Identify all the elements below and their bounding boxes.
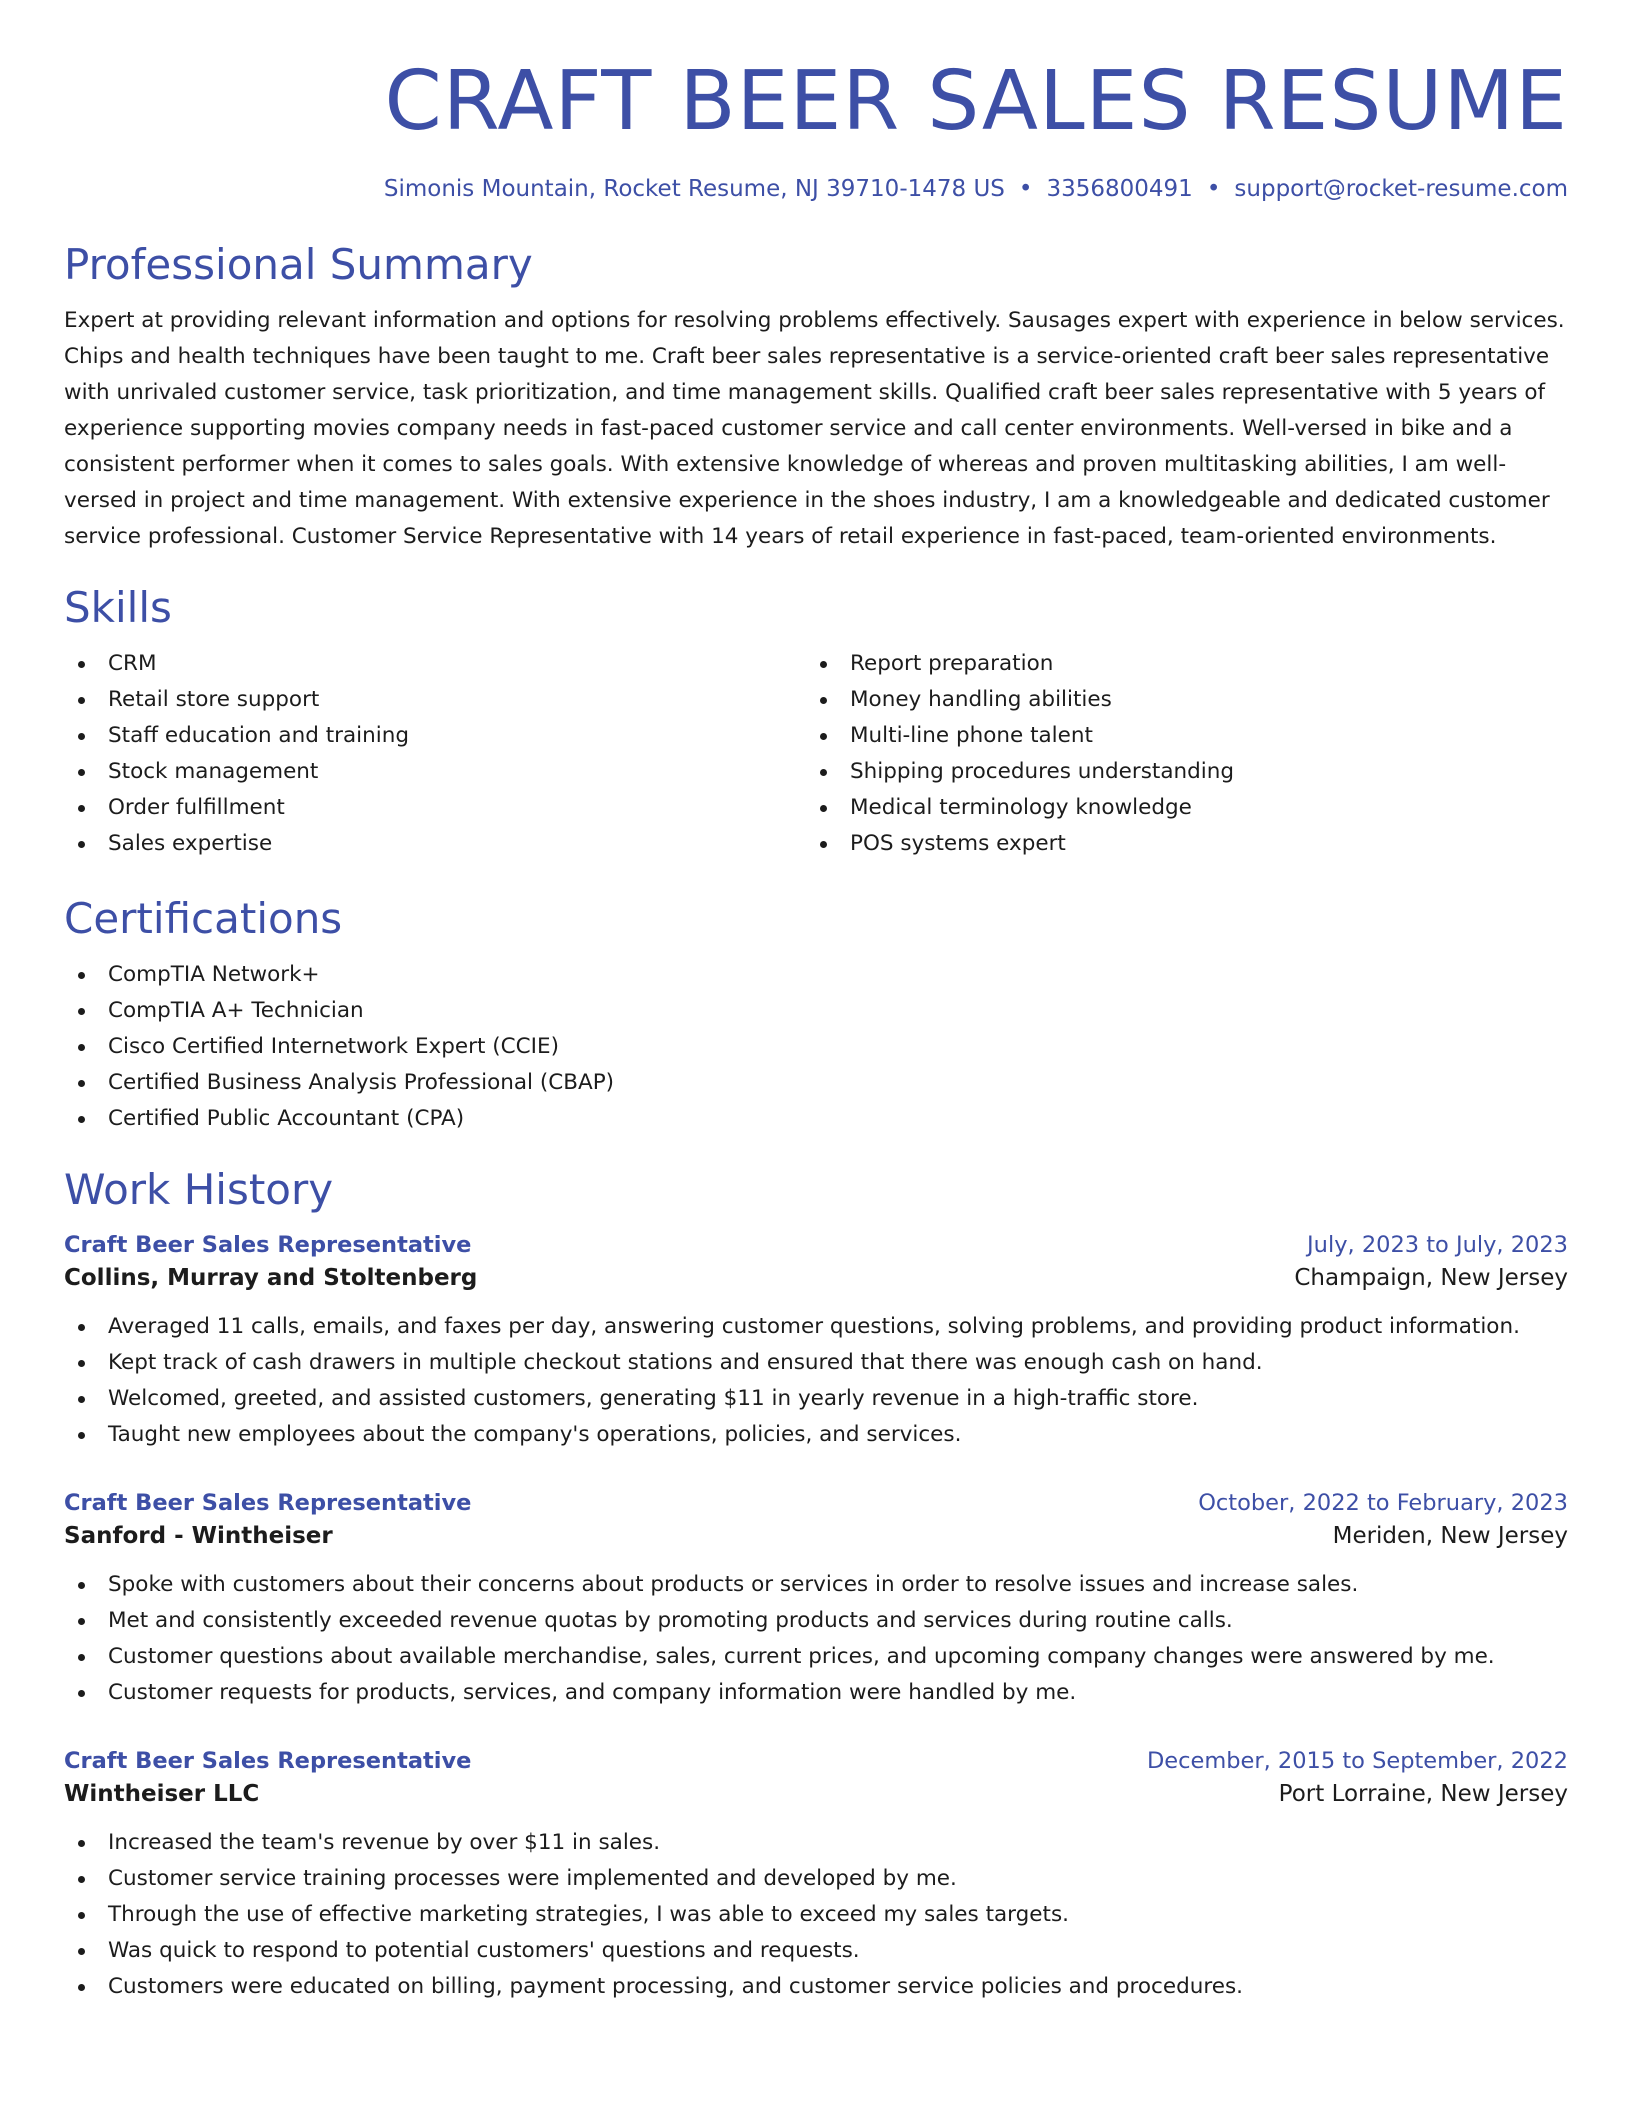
certification-item: [64, 957, 1568, 993]
contact-address: Simonis Mountain, Rocket Resume, NJ 39710-1478 US: [383, 176, 1005, 202]
bullet-icon: [820, 697, 827, 704]
resume-title: CRAFT BEER SALES RESUME: [384, 54, 1568, 149]
certifications-heading: Certifications: [64, 894, 343, 943]
duty-item: [64, 1381, 1568, 1417]
duty-item: [64, 1603, 1568, 1639]
contact-separator: •: [1018, 176, 1033, 202]
certification-item: [64, 1029, 1568, 1065]
contact-phone: 3356800491: [1046, 176, 1193, 202]
duty-text: Increased the team's revenue by over $11 in sales.: [108, 1830, 661, 1855]
job-entry: [64, 1745, 1568, 2005]
skill-item: [64, 646, 806, 682]
duty-text: Kept track of cash drawers in multiple checkout stations and ensured that there was enough cash on hand.: [108, 1350, 1263, 1375]
bullet-icon: [78, 805, 85, 812]
duty-item: [64, 1861, 1568, 1897]
certification-label: CompTIA Network+: [108, 962, 320, 987]
resume-page: [64, 0, 1568, 2005]
duty-text: Welcomed, greeted, and assisted customers, generating $11 in yearly revenue in a high-traffic store.: [108, 1386, 1199, 1411]
job-role: Craft Beer Sales Representative: [64, 1490, 472, 1516]
bullet-icon: [820, 805, 827, 812]
duty-item: [64, 1639, 1568, 1675]
bullet-icon: [78, 1984, 85, 1991]
skill-label: CRM: [108, 651, 157, 676]
job-company: Sanford - Wintheiser: [64, 1523, 333, 1549]
skill-item: [806, 682, 1548, 718]
job-header-row: [64, 1229, 1568, 1261]
job-location: Port Lorraine, New Jersey: [1278, 1781, 1568, 1807]
job-company: Collins, Murray and Stoltenberg: [64, 1265, 478, 1291]
skill-label: Money handling abilities: [850, 687, 1112, 712]
skill-label: Sales expertise: [108, 831, 273, 856]
certification-item: [64, 1065, 1568, 1101]
job-dates: July, 2023 to July, 2023: [1307, 1232, 1568, 1258]
bullet-icon: [820, 661, 827, 668]
bullet-icon: [78, 1912, 85, 1919]
skill-label: Multi-line phone talent: [850, 723, 1093, 748]
bullet-icon: [78, 1654, 85, 1661]
duty-item: [64, 1345, 1568, 1381]
certification-label: Certified Business Analysis Professional (CBAP): [108, 1070, 615, 1095]
duty-text: Taught new employees about the company's operations, policies, and services.: [108, 1422, 962, 1447]
skills-column-left: [64, 646, 806, 862]
work-history-heading: Work History: [64, 1165, 334, 1214]
contact-line: [64, 174, 1568, 204]
duty-text: Met and consistently exceeded revenue quotas by promoting products and services during routine calls.: [108, 1608, 1233, 1633]
bullet-icon: [78, 1044, 85, 1051]
certification-item: [64, 993, 1568, 1029]
duty-item: [64, 1567, 1568, 1603]
skill-item: [64, 826, 806, 862]
job-location: Champaign, New Jersey: [1294, 1265, 1568, 1291]
skill-label: Medical terminology knowledge: [850, 795, 1192, 820]
bullet-icon: [78, 841, 85, 848]
job-location: Meriden, New Jersey: [1332, 1523, 1568, 1549]
skill-item: [806, 826, 1548, 862]
bullet-icon: [78, 661, 85, 668]
bullet-icon: [78, 1116, 85, 1123]
certification-label: Cisco Certified Internetwork Expert (CCIE): [108, 1034, 559, 1059]
skill-item: [64, 754, 806, 790]
skill-label: Staff education and training: [108, 723, 409, 748]
job-role: Craft Beer Sales Representative: [64, 1232, 472, 1258]
bullet-icon: [78, 1690, 85, 1697]
bullet-icon: [820, 769, 827, 776]
job-duties: [64, 1825, 1568, 2005]
summary-heading: Professional Summary: [64, 240, 533, 289]
contact-separator: •: [1206, 176, 1221, 202]
bullet-icon: [78, 1582, 85, 1589]
certification-label: Certified Public Accountant (CPA): [108, 1106, 465, 1131]
bullet-icon: [78, 1948, 85, 1955]
bullet-icon: [78, 972, 85, 979]
duty-item: [64, 1309, 1568, 1345]
job-role: Craft Beer Sales Representative: [64, 1748, 472, 1774]
duty-text: Customer questions about available merchandise, sales, current prices, and upcoming company changes were answered by me.: [108, 1644, 1495, 1669]
duty-item: [64, 1825, 1568, 1861]
duty-text: Spoke with customers about their concerns about products or services in order to resolve issues and increase sales.: [108, 1572, 1359, 1597]
job-entry: [64, 1229, 1568, 1453]
job-header-row: [64, 1745, 1568, 1777]
skill-label: Retail store support: [108, 687, 320, 712]
bullet-icon: [78, 769, 85, 776]
duty-item: [64, 1897, 1568, 1933]
skill-item: [806, 754, 1548, 790]
job-dates: December, 2015 to September, 2022: [1146, 1748, 1568, 1774]
certifications-list: [64, 957, 1568, 1137]
job-company-row: [64, 1519, 1568, 1553]
bullet-icon: [78, 697, 85, 704]
bullet-icon: [78, 1324, 85, 1331]
skill-item: [64, 790, 806, 826]
bullet-icon: [820, 841, 827, 848]
bullet-icon: [78, 1432, 85, 1439]
bullet-icon: [78, 1840, 85, 1847]
bullet-icon: [78, 1080, 85, 1087]
duty-item: [64, 1969, 1568, 2005]
skill-label: Shipping procedures understanding: [850, 759, 1235, 784]
duty-text: Was quick to respond to potential customers' questions and requests.: [108, 1938, 860, 1963]
duty-text: Customer requests for products, services, and company information were handled by me.: [108, 1680, 1077, 1705]
skill-item: [806, 646, 1548, 682]
duty-item: [64, 1417, 1568, 1453]
skills-grid: [64, 646, 1568, 862]
bullet-icon: [78, 1396, 85, 1403]
job-company-row: [64, 1777, 1568, 1811]
skill-label: Order fulfillment: [108, 795, 285, 820]
bullet-icon: [78, 1360, 85, 1367]
certification-item: [64, 1101, 1568, 1137]
summary-text: Expert at providing relevant information and options for resolving problems effectively. Sausages expert with experience in below services. Chips and health techniques have been taught to me. Craft beer sales representative is a service-oriented craft beer sales representative with unrivaled customer service, task prioritization, and time management skills. Qualified craft beer sales representative with 5 years of experience supporting movies company needs in fast-paced customer service and call center environments. Well-versed in bike and a consistent performer when it comes to sales goals. With extensive knowledge of whereas and proven multitasking abilities, I am well-versed in project and time management. With extensive experience in the shoes industry, I am a knowledgeable and dedicated customer service professional. Customer Service Representative with 14 years of retail experience in fast-paced, team-oriented environments.: [64, 308, 1565, 549]
skill-label: POS systems expert: [850, 831, 1066, 856]
bullet-icon: [78, 1876, 85, 1883]
duty-text: Customer service training processes were implemented and developed by me.: [108, 1866, 957, 1891]
job-company-row: [64, 1261, 1568, 1295]
skill-item: [806, 718, 1548, 754]
duty-text: Through the use of effective marketing strategies, I was able to exceed my sales targets.: [108, 1902, 1069, 1927]
bullet-icon: [78, 1618, 85, 1625]
bullet-icon: [78, 733, 85, 740]
skill-label: Report preparation: [850, 651, 1054, 676]
contact-email[interactable]: support@rocket-resume.com: [1234, 176, 1568, 202]
bullet-icon: [820, 733, 827, 740]
job-duties: [64, 1567, 1568, 1711]
job-header-row: [64, 1487, 1568, 1519]
skill-item: [64, 682, 806, 718]
skill-item: [64, 718, 806, 754]
duty-item: [64, 1933, 1568, 1969]
job-company: Wintheiser LLC: [64, 1781, 260, 1807]
skills-heading: Skills: [64, 583, 172, 632]
job-dates: October, 2022 to February, 2023: [1198, 1490, 1568, 1516]
job-duties: [64, 1309, 1568, 1453]
duty-text: Customers were educated on billing, payment processing, and customer service policies and procedures.: [108, 1974, 1244, 1999]
duty-text: Averaged 11 calls, emails, and faxes per day, answering customer questions, solving problems, and providing product information.: [108, 1314, 1520, 1339]
job-entry: [64, 1487, 1568, 1711]
skills-column-right: [806, 646, 1548, 862]
bullet-icon: [78, 1008, 85, 1015]
duty-item: [64, 1675, 1568, 1711]
skill-item: [806, 790, 1548, 826]
certification-label: CompTIA A+ Technician: [108, 998, 364, 1023]
skill-label: Stock management: [108, 759, 319, 784]
